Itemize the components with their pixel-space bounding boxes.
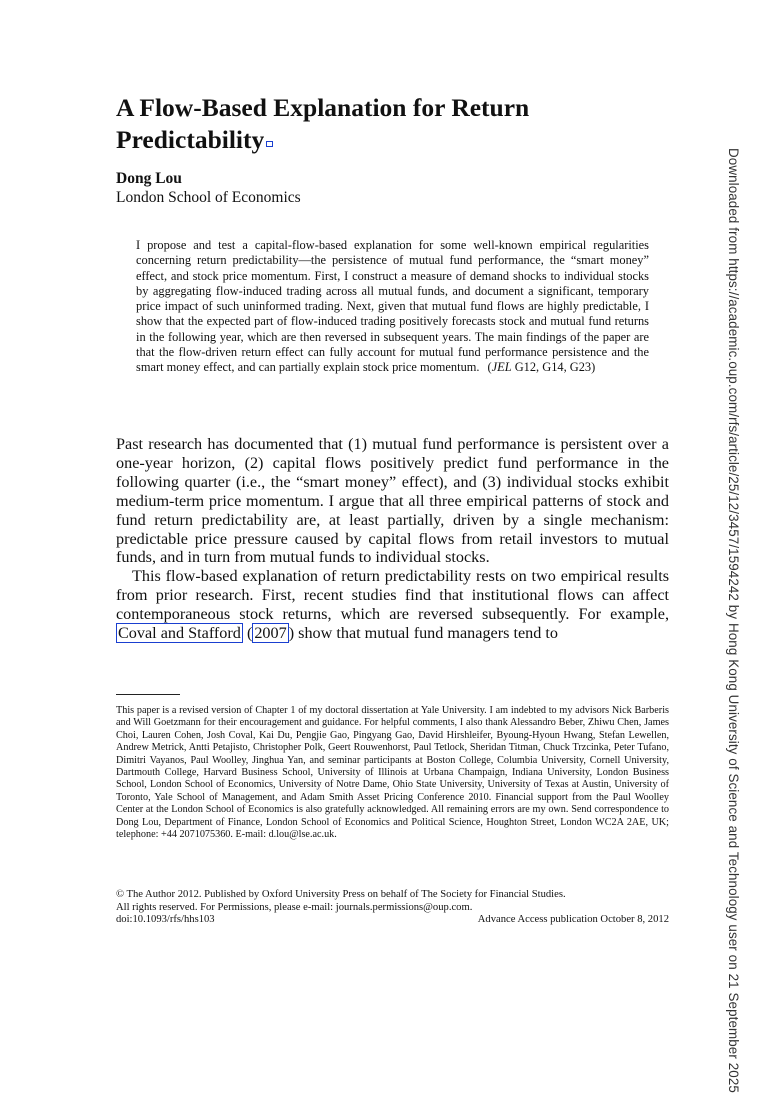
permissions-line: All rights reserved. For Permissions, please e-mail: journals.permissions@oup.com. xyxy=(116,901,473,913)
body-text xyxy=(116,435,669,643)
paper-title xyxy=(116,92,676,156)
footnote: This paper is a revised version of Chapter 1 of my doctoral dissertation at Yale University. I am indebted to my advisors Nick Barberis and Will Goetzmann for their encouragement and guidance. For helpful comments, I also thank Alessandro Beber, Zhiwu Chen, James Choi, Lauren Cohen, Josh Coval, Kai Du, Pengjie Gao, Pingyang Gao, David Hirshleifer, Byoung-Hyoun Hwang, Stefan Lewellen, Andrew Metrick, Antti Petajisto, Christopher Polk, Geert Rouwenhorst, Paul Tetlock, Sheridan Titman, Chuck Trzcinka, Peter Tufano, Dimitri Vayanos, Paul Woolley, Jinghua Yan, and seminar participants at Boston College, Columbia University, Cornell University, Dartmouth College, Harvard Business School, University of Illinois at Urbana Champaign, Indiana University, London Business School, London School of Economics, University of Notre Dame, Ohio State University, University of Texas at Austin, University of Toronto, Yale School of Management, and Adam Smith Asset Pricing Conference 2010. Financial support from the Paul Woolley Center at the London School of Economics is also gratefully acknowledged. All remaining errors are my own. Send correspondence to Dong Lou, Department of Finance, London School of Economics and Political Science, Houghton Street, London WC2A 2AE, UK; telephone: +44 2071075360. E-mail: d.lou@lse.ac.uk. xyxy=(116,705,669,841)
paragraph-2-start: This flow-based explanation of return predictability rests on two empirical results from prior research. First, recent studies find that institutional flows can affect contemporaneous stock returns, which are reversed subsequently. For example, xyxy=(116,567,669,624)
copyright-line: © The Author 2012. Published by Oxford University Press on behalf of The Society for Financial Studies. xyxy=(116,889,566,900)
paragraph-2-end: show that mutual fund managers tend to xyxy=(294,624,558,643)
jel-code-list: G12, G14, G23 xyxy=(514,360,592,375)
abstract xyxy=(136,238,649,376)
abstract-text: I propose and test a capital-flow-based explanation for some well-known empirical regularities concerning return predictability—the persistence of mutual fund performance, the “smart money” effect, and stock price momentum. First, I construct a measure of demand shocks to individual stocks by aggregating flow-induced trading across all mutual funds, and document a significant, temporary price impact of such uninformed trading. Next, given that mutual fund flows are highly predictable, I show that the expected part of flow-induced trading positively forecasts stock and mutual fund returns in the following year, which are then reversed in subsequent years. The main findings of the paper are that the flow-driven return effect can fully account for mutual fund performance persistence and the smart money effect, and can partially explain stock price momentum. xyxy=(136,238,649,375)
body-paragraph-1: Past research has documented that (1) mutual fund performance is persistent over a one-year horizon, (2) capital flows positively predict fund performance in the following quarter (i.e., the “smart money” effect), and (3) individual stocks exhibit medium-term price momentum. I argue that all three empirical patterns of stock and fund return predictability are, at least partially, driven by a single mechanism: predictable price pressure caused by capital flows from retail investors to mutual funds, and in turn from mutual funds to individual stocks. xyxy=(116,435,669,567)
footnote-link-marker[interactable] xyxy=(266,141,273,147)
citation-link-year[interactable]: 2007 xyxy=(254,624,287,643)
footnote-divider xyxy=(116,694,180,695)
body-paragraph-2: This flow-based explanation of return predictability rests on two empirical results from prior research. First, recent studies find that institutional flows can affect contemporaneous stock returns, which are reversed subsequently. For example, Coval and Stafford ( 2007 ) show that mutual fund managers tend to xyxy=(116,567,669,643)
paper-title-text: A Flow-Based Explanation for Return Predictability xyxy=(116,93,530,154)
jel-label: JEL xyxy=(491,360,512,375)
jel-codes: (JEL G12, G14, G23) xyxy=(487,360,596,375)
doi-row xyxy=(116,914,669,927)
citation-link-authors[interactable]: Coval and Stafford xyxy=(118,624,241,643)
download-watermark: Downloaded from https://academic.oup.com/rfs/article/25/12/3457/1594242 by Hong Kong University of Science and Technology user on 21 September 2025 xyxy=(726,148,741,1093)
doi: doi:10.1093/rfs/hhs103 xyxy=(116,914,215,925)
advance-access-date: Advance Access publication October 8, 2012 xyxy=(477,914,669,925)
author-affiliation: London School of Economics xyxy=(116,189,301,206)
author-name: Dong Lou xyxy=(116,170,182,187)
publisher-info xyxy=(116,889,669,927)
